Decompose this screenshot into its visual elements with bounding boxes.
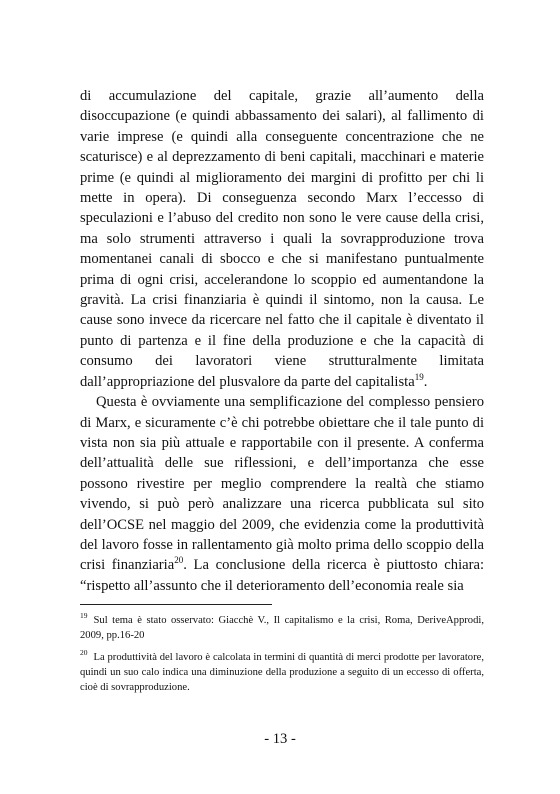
paragraph-2: [80, 392, 484, 596]
footnote-text: Sul tema è stato osservato: Giacchè V., Il capitalismo e la crisi, Roma, DeriveApprodi, 2009, pp.16-20: [80, 615, 484, 641]
footnote-20: [80, 650, 484, 695]
body-text: [80, 86, 484, 596]
paragraph-1-end: .: [423, 373, 428, 390]
footnote-19: [80, 613, 484, 643]
paragraph-1: [80, 86, 484, 392]
paragraph-2-end: . La conclusione della ricerca è piuttosto chiara: “rispetto all’assunto che il deterioramento dell’economia reale sia: [80, 557, 484, 594]
footnotes: [80, 613, 484, 702]
paragraph-1-text: di accumulazione del capitale, grazie all’aumento della disoccupazione (e quindi abbassamento dei salari), al fallimento di varie imprese (e quindi alla conseguente concentrazione che ne scaturisce) e al deprezzamento di beni capitali, macchinari e materie prime (e quindi al miglioramento dei margini di profitto per chi li mette in opera). Di conseguenza secondo Marx l’eccesso di speculazioni e l’abuso del credito non sono le vere cause della crisi, ma solo strumenti attraverso i quali la sovrapproduzione trova momentanei canali di sbocco e che si manifestano puntualmente prima di ogni crisi, accelerandone lo scoppio ed aumentandone la gravità. La crisi finanziaria è quindi il sintomo, non la causa. Le cause sono invece da ricercare nel fatto che il capitale è diventato il punto di partenza e il fine della produzione e che la capacità di consumo dei lavoratori viene strutturalmente limitata dall’appropriazione del plusvalore da parte del capitalista: [80, 88, 484, 390]
footnote-separator: [80, 604, 272, 605]
paragraph-2-text: Questa è ovviamente una semplificazione del complesso pensiero di Marx, e sicuramente c’è chi potrebbe obiettare che il tale punto di vista non sia più attuale e rapportabile con il presente. A conferma dell’attualità delle sue riflessioni, e dell’importanza che esse possono rivestire per meglio comprendere la realtà che stiamo vivendo, si può però analizzare una ricerca pubblicata sul sito dell’OCSE nel maggio del 2009, che evidenzia come la produttività del lavoro fosse in rallentamento già molto prima dello scoppio della crisi finanziaria: [80, 394, 484, 574]
footnote-text: La produttività del lavoro è calcolata in termini di quantità di merci prodotte per lavoratore, quindi un suo calo indica una diminuzione della produzione a seguito di un eccesso di offerta, cioè di sovrapproduzione.: [80, 652, 484, 693]
footnote-ref-19: 19: [414, 371, 424, 382]
page-number: - 13 -: [264, 731, 296, 747]
footnote-number: 19: [80, 611, 88, 621]
footnote-number: 20: [80, 648, 88, 658]
footnote-ref-20: 20: [174, 555, 184, 566]
